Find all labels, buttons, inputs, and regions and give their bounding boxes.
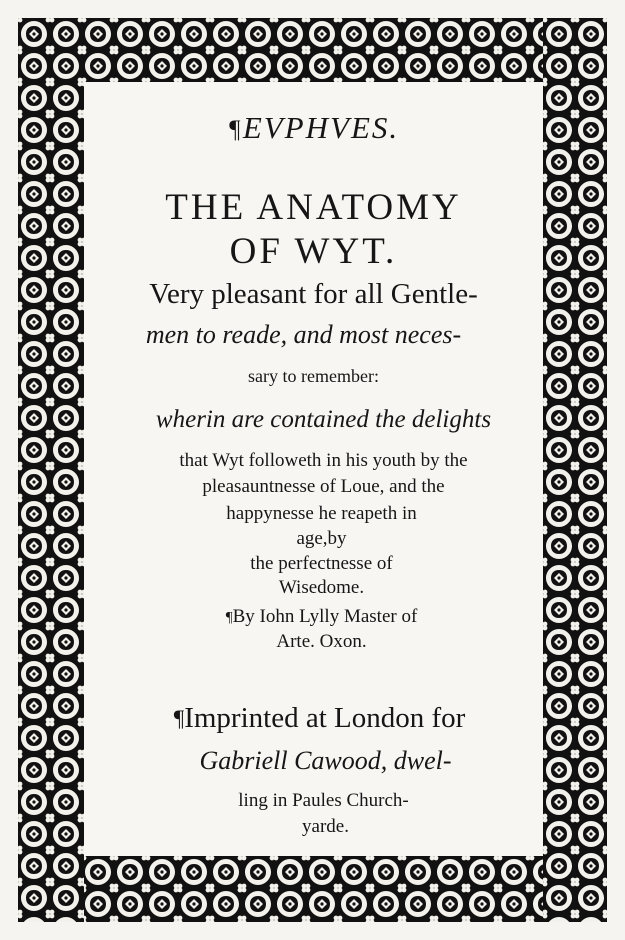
description-line-3: pleasauntnesse of Loue, and the xyxy=(202,476,445,497)
imprint-line-1 xyxy=(90,702,549,735)
subtitle-line-1: Very pleasant for all Gentle- xyxy=(149,278,478,310)
description-line-1: wherin are contained the delights xyxy=(155,406,492,433)
running-title-text: EVPHVES. xyxy=(242,110,400,145)
pilcrow-icon: ¶ xyxy=(227,115,243,143)
author-line-1 xyxy=(92,606,551,628)
description-line-7: Wisedome. xyxy=(278,577,365,598)
ornamental-border-bottom xyxy=(18,856,607,922)
author-line-2: Arte. Oxon. xyxy=(276,631,367,652)
description-line-6: the perfectnesse of xyxy=(250,553,393,574)
imprint-line-3: ling in Paules Church- xyxy=(238,790,409,811)
imprint-line-2: Gabriell Cawood, dwel- xyxy=(199,746,452,775)
ornamental-border-left xyxy=(18,18,84,922)
imprint-line-4: yarde. xyxy=(302,816,349,837)
running-title xyxy=(84,110,543,146)
pilcrow-icon: ¶ xyxy=(225,608,233,626)
title-panel xyxy=(84,82,543,856)
ornament-pattern-left xyxy=(18,18,84,922)
description-line-4: happynesse he reapeth in xyxy=(226,503,417,524)
ornament-pattern-top xyxy=(18,18,607,82)
main-title-line-1: THE ANATOMY xyxy=(165,187,462,228)
main-title-line-2: OF WYT. xyxy=(229,231,398,272)
description-line-5: age,by xyxy=(296,528,347,549)
author-line-1-text: By Iohn Lylly Master of xyxy=(232,606,418,627)
subtitle-line-3: sary to remember: xyxy=(248,366,379,386)
pilcrow-icon: ¶ xyxy=(173,705,185,732)
imprint-line-1-text: Imprinted at London for xyxy=(184,702,466,734)
ornamental-border-top xyxy=(18,18,607,82)
ornament-pattern-bottom xyxy=(18,856,607,922)
subtitle-line-2: men to reade, and most neces- xyxy=(145,320,462,349)
description-line-2: that Wyt followeth in his youth by the xyxy=(179,450,468,471)
